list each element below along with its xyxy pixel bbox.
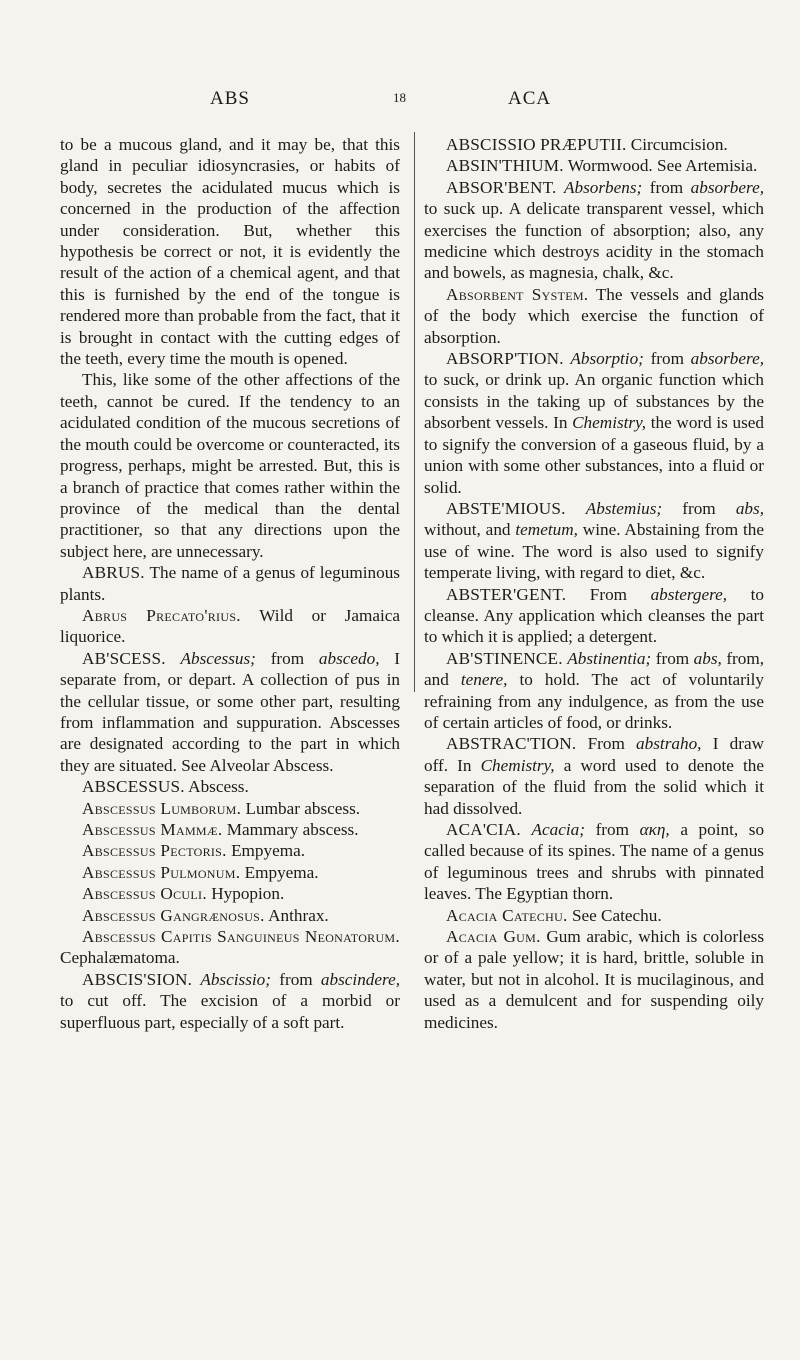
etymology: Abscissio; (200, 969, 271, 989)
headword: Abscessus Mammæ. (82, 820, 223, 839)
right-column (424, 134, 764, 1033)
entry-abrus (60, 562, 400, 605)
headword: ABSCESSUS. (82, 777, 185, 797)
headword: Abscessus Pulmonum. (82, 862, 241, 882)
emphasis: Chemistry, (480, 755, 555, 775)
definition: Lumbar abscess. (245, 798, 361, 818)
definition: Mammary abscess. (226, 820, 359, 839)
definition: Gum arabic, which is colorless or of a pale yellow; it is hard, brittle, soluble in water, but not in alcohol. It is mucilaginous, and used as a demulcent and for suspending oily medicines. (424, 927, 765, 1032)
etymology: Absorptio; (570, 349, 644, 369)
headword: ABSOR'BENT. (446, 177, 557, 197)
paragraph-continued: to be a mucous gland, and it may be, that this gland in peculiar idiosyncrasies, or habits of body, secretes the acidulated mucus which is concerned in the production of the affection under consideration. But, whether this hypothesis be correct or not, it is evidently the result of the action of a chemical agent, and that this is furnished by the end of the tongue is rendered more than probable from the fact, that it is brought in contact with the cutting edges of the teeth, every time the mouth is opened. (60, 135, 400, 369)
etymology-link: from (270, 648, 305, 668)
entry-absorption (424, 348, 764, 498)
etymology: Absorbens; (563, 177, 643, 197)
definition: Hypopion. (211, 884, 285, 904)
entry-abscessus-oculi (60, 883, 400, 904)
etymology: Abstemius; (585, 498, 663, 518)
etymology-link: from (682, 498, 716, 518)
etymology-root: abs, (735, 498, 764, 518)
etymology-link: From (589, 584, 628, 604)
headword: Acacia Gum. (446, 927, 541, 947)
entry-acacia-gum (424, 926, 764, 1033)
definition-cont: the word is used to signify the conversion of a gaseous fluid, by a union with some other substances, into a fluid or solid. (424, 413, 765, 497)
definition: to cleanse. Any application which cleanses the part to which it is applied; a detergent. (424, 584, 764, 647)
entry-abstraction (424, 733, 764, 819)
etymology-link: From (587, 734, 625, 754)
headword: ABSTE'MIOUS. (446, 498, 566, 518)
emphasis: Chemistry, (572, 413, 647, 433)
definition: a point, so called because of its spines. The name of a genus of leguminous trees and shrubs with pinnated leaves. The Egyptian thorn. (424, 820, 765, 904)
definition: Wild or Jamaica liquorice. (60, 605, 400, 647)
etymology-gloss: without, and (424, 520, 511, 540)
etymology: Abstinentia; (567, 648, 652, 668)
page-number: 18 (393, 90, 406, 105)
etymology-link: from (279, 969, 313, 989)
entry-abscessus (60, 776, 400, 797)
definition: wine. Abstaining from the use of wine. The word is also used to signify temperate living, with regard to diet, &c. (424, 520, 765, 583)
etymology-root: abscedo, (318, 648, 380, 668)
definition: Empyema. (244, 862, 319, 882)
definition: Cephalæmatoma. (60, 948, 180, 968)
entry-abscission (60, 969, 400, 1033)
entry-acacia (424, 819, 764, 905)
header-left-guide-word: ABS (210, 88, 250, 109)
etymology-root: abscindere, (320, 969, 400, 989)
left-column (60, 134, 400, 1033)
definition: I separate from, or depart. A collection of pus in the cellular tissue, or some other part, resulting from inflammation and suppuration. Abscesses are designated according to the part in which they are situated. See Alveolar Abscess. (60, 648, 400, 775)
definition: See Catechu. (571, 905, 662, 925)
etymology-root: abstraho, (636, 734, 702, 754)
definition: Abscess. (188, 777, 249, 797)
definition: Circumcision. (630, 135, 728, 154)
definition: to suck, or drink up. An organic function which consists in the taking up of substances by the absorbent vessels. In (424, 370, 764, 433)
etymology-root: absorbere, (690, 349, 764, 369)
entry-abstemious (424, 498, 764, 584)
etymology-greek: ακη, (639, 820, 670, 839)
entry-absorbent-system (424, 284, 764, 348)
entry-abstinence (424, 648, 764, 734)
etymology-root: absorbere, (690, 177, 764, 197)
entry-abstergent (424, 584, 764, 648)
headword: Abscessus Capitis Sanguineus Neonatorum. (82, 927, 400, 947)
entry-abscessus-gangraenosus (60, 905, 400, 926)
headword: Acacia Catechu. (446, 905, 568, 925)
definition: The name of a genus of leguminous plants. (60, 563, 400, 604)
definition: Wormwood. See Artemisia. (567, 156, 758, 176)
etymology-link: from (655, 648, 690, 668)
entry-abscess (60, 648, 400, 776)
etymology-gloss: from, and (424, 648, 765, 690)
headword: Abscessus Pectoris. (82, 841, 227, 861)
headword: ABSCISSIO PRÆPUTII. (446, 135, 627, 154)
entry-acacia-catechu (424, 905, 764, 926)
headword: Abrus Precato'rius. (82, 605, 241, 625)
headword: AB'SCESS. (82, 648, 166, 668)
headword: ABSTER'GENT. (446, 584, 567, 604)
headword: Abscessus Gangrænosus. (82, 905, 265, 925)
headword: Abscessus Oculi. (82, 884, 207, 904)
etymology: Abscessus; (180, 648, 256, 668)
entry-abscessus-lumborum (60, 798, 400, 819)
entry-abscessus-mammae (60, 819, 400, 840)
etymology-link: from (595, 820, 629, 839)
entry-abscessus-capitis (60, 926, 400, 969)
definition-cont: a word used to denote the separation of the fluid from the solid which it had dissolved. (424, 755, 764, 818)
entry-abrus-precatorius (60, 605, 400, 648)
headword: Abscessus Lumborum. (82, 798, 242, 818)
etymology-root: abs, (693, 648, 722, 668)
definition: Anthrax. (268, 905, 329, 925)
running-header (0, 88, 800, 114)
entry-abscessus-pulmonum (60, 862, 400, 883)
etymology-root: temetum, (515, 520, 578, 540)
entry-absorbent (424, 177, 764, 284)
headword: ABSCIS'SION. (82, 969, 193, 989)
headword: Absorbent System. (446, 284, 589, 304)
entry-absinthium (424, 155, 764, 176)
definition: Empyema. (231, 841, 306, 861)
definition: The vessels and glands of the body which exercise the function of absorption. (424, 284, 764, 347)
etymology-root: tenere, (460, 670, 508, 690)
etymology-link: from (650, 349, 684, 369)
paragraph: This, like some of the other affections of the teeth, cannot be cured. If the tendency to an acidulated condition of the mucous secretions of the mouth could be overcome or counteracted, its progress, perhaps, might be arrested. But, this is a branch of practice that comes rather within the province of the medical than the dental practitioner, so that any directions upon the subject here, are unnecessary. (60, 370, 400, 561)
headword: ABSORP'TION. (446, 349, 564, 369)
definition: to hold. The act of voluntarily refraining from any indulgence, as from the use of certain articles of food, or drinks. (424, 670, 765, 732)
etymology: Acacia; (531, 820, 585, 839)
header-right-guide-word: ACA (508, 88, 552, 109)
headword: ABRUS. (82, 563, 145, 583)
entry-abscessus-pectoris (60, 840, 400, 861)
etymology-root: abstergere, (650, 584, 728, 604)
headword: ABSIN'THIUM. (446, 156, 564, 176)
headword: ABSTRAC'TION. (446, 734, 577, 754)
etymology-link: from (649, 177, 684, 197)
headword: ACA'CIA. (446, 820, 521, 839)
headword: AB'STINENCE. (446, 648, 563, 668)
definition: to suck up. A delicate transparent vessel, which exercises the function of absorption; also, any medicine which destroys acidity in the stomach and bowels, as magnesia, chalk, &c. (424, 199, 764, 283)
column-divider (414, 132, 415, 692)
definition: to cut off. The excision of a morbid or superfluous part, especially of a soft part. (60, 991, 400, 1032)
definition: I draw off. In (424, 734, 765, 775)
entry-abscissio-praeputii (424, 134, 764, 155)
